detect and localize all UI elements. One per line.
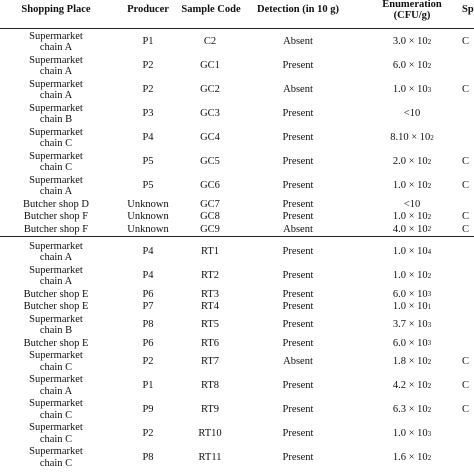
- cell-producer: P2: [142, 84, 154, 96]
- header-shopping-place: Shopping Place: [21, 4, 91, 16]
- cell-shopping-place: [0, 211, 112, 224]
- cell-detection: Present: [282, 270, 314, 282]
- shopping-place-line1: Supermarket: [29, 174, 83, 186]
- shopping-place-line2: chain A: [39, 385, 73, 397]
- cell-cut-column: [462, 422, 474, 446]
- enumeration-value: 1.6 × 10: [392, 451, 428, 463]
- cell-sample-code: GC6: [200, 180, 220, 192]
- shopping-place-line2: chain C: [39, 162, 73, 173]
- cell-sample-code: GC3: [200, 108, 220, 120]
- cell-detection: Present: [282, 301, 314, 312]
- shopping-place-line2: chain A: [39, 90, 73, 101]
- cell-cut-column: [462, 240, 474, 264]
- cell-sample-code: RT4: [200, 301, 220, 312]
- table-row: [0, 78, 474, 102]
- table-row: [0, 264, 474, 288]
- cell-shopping-place: [0, 240, 112, 264]
- cell-shopping-place: [0, 78, 112, 102]
- cell-cut-column: [462, 126, 474, 150]
- shopping-place-line2: chain C: [39, 138, 73, 149]
- table-row: [0, 240, 474, 264]
- cell-detection: Present: [282, 60, 314, 72]
- table-row: [0, 446, 474, 470]
- cell-cut-column: C: [462, 211, 470, 222]
- shopping-place-line2: chain A: [39, 42, 73, 53]
- cell-shopping-place: [0, 446, 112, 470]
- shopping-place-line1: Butcher shop E: [23, 288, 89, 300]
- table-row: [0, 313, 474, 337]
- cell-enumeration: 1.0 × 10 3: [392, 427, 432, 439]
- cell-enumeration: 6.3 × 10 2: [392, 403, 432, 415]
- cell-detection: Present: [282, 288, 314, 300]
- cell-cut-column: C: [462, 180, 470, 192]
- cell-sample-code: GC4: [200, 132, 220, 144]
- table-row: [0, 174, 474, 198]
- enumeration-value: 6.0 × 10: [392, 288, 428, 300]
- cell-enumeration: 1.0 × 10 2: [392, 180, 432, 192]
- cell-cut-column: [462, 54, 474, 78]
- cell-producer: P6: [142, 337, 154, 349]
- cell-producer: Unknown: [127, 223, 169, 235]
- table-header: [0, 0, 474, 28]
- cell-detection: Present: [282, 246, 314, 258]
- enumeration-value: 6.0 × 10: [392, 60, 428, 72]
- cell-producer: P7: [142, 301, 154, 312]
- cell-cut-column: [462, 264, 474, 288]
- shopping-place-line1: Supermarket: [29, 240, 83, 252]
- cell-producer: P4: [142, 270, 154, 282]
- cell-shopping-place: [0, 374, 112, 398]
- cell-sample-code: RT3: [200, 288, 220, 300]
- cell-producer: P2: [142, 355, 154, 367]
- header-producer: Producer: [127, 4, 169, 16]
- cell-sample-code: RT9: [200, 403, 220, 415]
- enumeration-value: 3.0 × 10: [392, 36, 428, 48]
- shopping-place-line1: Butcher shop F: [23, 211, 89, 222]
- cell-sample-code: GC2: [200, 84, 220, 96]
- cell-cut-column: C: [462, 223, 470, 235]
- cell-producer: Unknown: [127, 198, 169, 210]
- cell-enumeration: 4.2 × 10 2: [392, 379, 432, 391]
- cell-shopping-place: [0, 288, 112, 301]
- cell-sample-code: RT11: [198, 451, 222, 463]
- cell-enumeration: 1.0 × 10 2: [392, 270, 432, 282]
- enumeration-value: 8.10 × 10: [390, 132, 431, 144]
- shopping-place-line1: Supermarket: [29, 54, 83, 66]
- cell-shopping-place: [0, 174, 112, 198]
- shopping-place-line2: chain A: [39, 252, 73, 263]
- table-row: [0, 422, 474, 446]
- enumeration-value: 1.0 × 10: [392, 84, 428, 96]
- cell-enumeration: 1.0 × 10 1: [392, 301, 432, 312]
- shopping-place-line2: chain C: [39, 433, 73, 445]
- cell-cut-column: C: [462, 403, 470, 415]
- cell-producer: P4: [142, 132, 154, 144]
- shopping-place-line2: chain A: [39, 186, 73, 197]
- shopping-place-line2: chain A: [39, 276, 73, 287]
- cell-detection: Present: [282, 379, 314, 391]
- cell-enumeration: 3.7 × 10 3: [392, 319, 432, 331]
- cell-sample-code: GC5: [200, 156, 220, 168]
- table-row: [0, 102, 474, 126]
- shopping-place-line1: Supermarket: [29, 30, 83, 42]
- cell-sample-code: C2: [203, 36, 217, 48]
- cell-cut-column: C: [462, 156, 470, 168]
- cell-shopping-place: [0, 350, 112, 374]
- header-sample-code: Sample Code: [181, 4, 241, 16]
- cell-sample-code: GC7: [200, 198, 220, 210]
- cell-detection: Present: [282, 403, 314, 415]
- shopping-place-line1: Supermarket: [29, 102, 83, 114]
- cell-detection: Present: [282, 451, 314, 463]
- cell-detection: Present: [282, 132, 314, 144]
- header-detection: Detection (in 10 g): [257, 4, 339, 16]
- enumeration-value: 6.0 × 10: [392, 337, 428, 349]
- enumeration-value: 1.0 × 10: [392, 211, 428, 222]
- cell-shopping-place: [0, 126, 112, 150]
- cell-shopping-place: [0, 54, 112, 78]
- table-row: [0, 288, 474, 301]
- cell-shopping-place: [0, 301, 112, 314]
- shopping-place-line1: Supermarket: [29, 350, 83, 361]
- cell-producer: P8: [142, 451, 154, 463]
- table-row: [0, 301, 474, 314]
- cell-detection: Absent: [283, 355, 313, 367]
- shopping-place-line1: Supermarket: [29, 264, 83, 276]
- cell-detection: Present: [282, 211, 314, 222]
- cell-producer: P6: [142, 288, 154, 300]
- cell-detection: Present: [282, 198, 314, 210]
- enumeration-value: <10: [403, 108, 421, 120]
- cell-enumeration: 3.0 × 10 2: [392, 36, 432, 48]
- enumeration-value: 1.0 × 10: [392, 301, 428, 312]
- table-row: [0, 198, 474, 211]
- cell-sample-code: GC9: [200, 223, 220, 235]
- shopping-place-line1: Supermarket: [29, 398, 83, 409]
- table-row: [0, 337, 474, 350]
- enumeration-value: 1.0 × 10: [392, 246, 428, 258]
- cell-producer: P3: [142, 108, 154, 120]
- cell-detection: Absent: [283, 84, 313, 96]
- cell-producer: P1: [142, 36, 154, 48]
- shopping-place-line1: Butcher shop D: [23, 198, 89, 210]
- enumeration-value: 6.3 × 10: [392, 403, 428, 415]
- enumeration-value: 2.0 × 10: [392, 156, 428, 168]
- table-row: [0, 211, 474, 224]
- shopping-place-line1: Butcher shop E: [23, 337, 89, 349]
- cell-shopping-place: [0, 223, 112, 236]
- shopping-place-line1: Supermarket: [29, 374, 83, 385]
- cell-sample-code: RT8: [200, 379, 220, 391]
- cell-shopping-place: [0, 150, 112, 174]
- cell-enumeration: 1.8 × 10 2: [392, 355, 432, 367]
- cell-enumeration: 4.0 × 10 2: [392, 223, 432, 235]
- cell-cut-column: [462, 337, 474, 350]
- shopping-place-line1: Butcher shop F: [23, 223, 89, 235]
- cell-cut-column: C: [462, 355, 470, 367]
- cell-enumeration: 1.0 × 10 4: [392, 246, 432, 258]
- cell-detection: Present: [282, 319, 314, 331]
- enumeration-value: 4.2 × 10: [392, 379, 428, 391]
- cell-sample-code: GC1: [200, 60, 220, 72]
- cell-sample-code: RT2: [200, 270, 220, 282]
- shopping-place-line2: chain C: [39, 409, 73, 421]
- cell-detection: Present: [282, 427, 314, 439]
- cell-enumeration: 6.0 × 10 3: [392, 288, 432, 300]
- enumeration-value: 1.0 × 10: [392, 270, 428, 282]
- shopping-place-line1: Supermarket: [29, 422, 83, 433]
- shopping-place-line1: Supermarket: [29, 446, 83, 457]
- table-row: [0, 374, 474, 398]
- table-row: [0, 54, 474, 78]
- cell-shopping-place: [0, 198, 112, 211]
- cell-shopping-place: [0, 398, 112, 422]
- shopping-place-line1: Supermarket: [29, 150, 83, 162]
- cell-cut-column: [462, 198, 474, 211]
- table-row: [0, 150, 474, 174]
- enumeration-value: 4.0 × 10: [392, 223, 428, 235]
- cell-enumeration: 1.0 × 10 3: [392, 84, 432, 96]
- shopping-place-line1: Supermarket: [29, 78, 83, 90]
- cell-detection: Present: [282, 108, 314, 120]
- shopping-place-line1: Supermarket: [29, 126, 83, 138]
- cell-shopping-place: [0, 30, 112, 54]
- cell-enumeration: [360, 198, 464, 211]
- cell-detection: Present: [282, 337, 314, 349]
- table-row: [0, 126, 474, 150]
- cell-shopping-place: [0, 264, 112, 288]
- enumeration-value: 1.8 × 10: [392, 355, 428, 367]
- cell-producer: P5: [142, 156, 154, 168]
- table-row: [0, 398, 474, 422]
- shopping-place-line2: chain C: [39, 361, 73, 373]
- cell-sample-code: RT1: [200, 246, 220, 258]
- cell-shopping-place: [0, 422, 112, 446]
- header-cut-column: Sp: [462, 4, 474, 16]
- shopping-place-line2: chain B: [39, 325, 73, 336]
- table-row: [0, 30, 474, 54]
- shopping-place-line2: chain B: [39, 114, 73, 125]
- cell-producer: P5: [142, 180, 154, 192]
- enumeration-value: 3.7 × 10: [392, 319, 428, 331]
- cell-cut-column: C: [462, 84, 470, 96]
- cell-enumeration: 1.6 × 10 2: [392, 451, 432, 463]
- shopping-place-line1: Supermarket: [29, 313, 83, 325]
- header-enumeration-line1: Enumeration: [382, 0, 442, 10]
- header-enumeration-line2: (CFU/g): [393, 10, 431, 21]
- cell-producer: P2: [142, 60, 154, 72]
- shopping-place-line2: chain C: [39, 457, 73, 469]
- cell-cut-column: [462, 313, 474, 337]
- shopping-place-line1: Butcher shop E: [23, 301, 89, 312]
- cell-enumeration: 8.10 × 10 2: [390, 132, 434, 144]
- cell-enumeration: 6.0 × 10 2: [392, 60, 432, 72]
- cell-detection: Absent: [283, 223, 313, 235]
- cell-sample-code: RT10: [198, 427, 222, 439]
- cell-enumeration: 6.0 × 10 3: [392, 337, 432, 349]
- shopping-place-line2: chain A: [39, 66, 73, 77]
- cell-cut-column: [462, 301, 474, 314]
- enumeration-value: <10: [403, 198, 421, 210]
- cell-producer: P1: [142, 379, 154, 391]
- cell-enumeration: 2.0 × 10 2: [392, 156, 432, 168]
- table-row: [0, 223, 474, 236]
- cell-cut-column: [462, 102, 474, 126]
- header-enumeration: [360, 0, 464, 28]
- cell-enumeration: [360, 102, 464, 126]
- cell-sample-code: RT5: [200, 319, 220, 331]
- cell-sample-code: GC8: [200, 211, 220, 222]
- header-rule: [0, 28, 474, 29]
- enumeration-value: 1.0 × 10: [392, 427, 428, 439]
- cell-producer: P2: [142, 427, 154, 439]
- cell-producer: P8: [142, 319, 154, 331]
- cell-producer: P4: [142, 246, 154, 258]
- table-row: [0, 350, 474, 374]
- cell-enumeration: 1.0 × 10 2: [392, 211, 432, 222]
- cell-producer: Unknown: [127, 211, 169, 222]
- cell-detection: Present: [282, 156, 314, 168]
- cell-cut-column: C: [462, 379, 470, 391]
- cell-shopping-place: [0, 337, 112, 350]
- cell-producer: P9: [142, 403, 154, 415]
- cell-cut-column: C: [462, 36, 470, 48]
- cell-sample-code: RT7: [200, 355, 220, 367]
- cell-detection: Absent: [283, 36, 313, 48]
- cell-cut-column: [462, 288, 474, 301]
- cell-cut-column: [462, 446, 474, 470]
- cell-shopping-place: [0, 313, 112, 337]
- cell-detection: Present: [282, 180, 314, 192]
- cell-sample-code: RT6: [200, 337, 220, 349]
- cell-shopping-place: [0, 102, 112, 126]
- group-divider: [0, 236, 474, 237]
- enumeration-value: 1.0 × 10: [392, 180, 428, 192]
